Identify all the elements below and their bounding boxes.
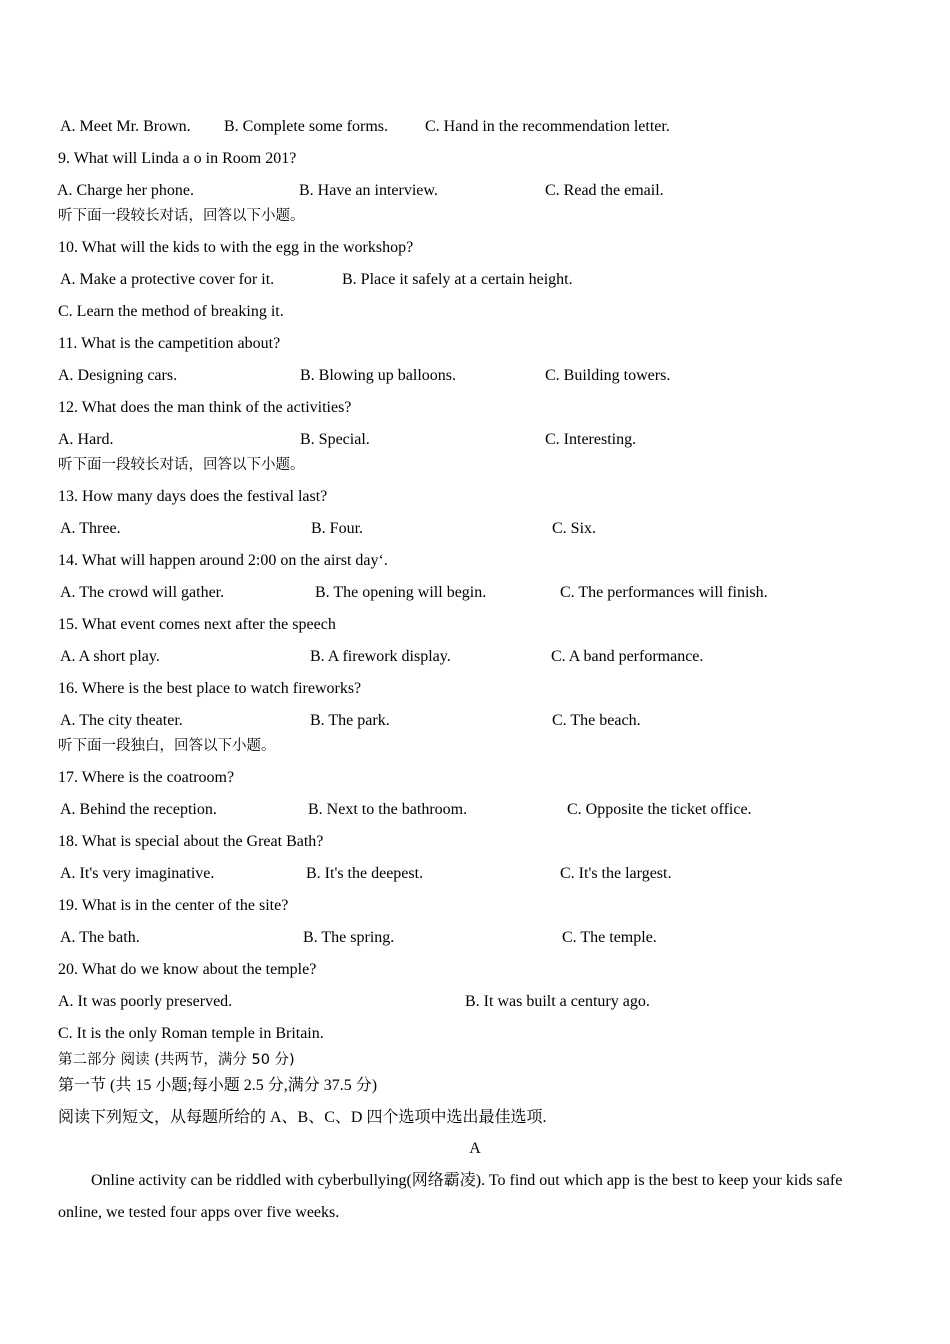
passage-line-2: online, we tested four apps over five weeks.: [58, 1204, 340, 1221]
instruction-monologue: 听下面一段独白，回答以下小题。: [58, 738, 276, 754]
q13-option-c: C. Six.: [552, 520, 597, 537]
q17-option-a: A. Behind the reception.: [60, 801, 217, 818]
q20-option-b: B. It was built a century ago.: [465, 993, 650, 1010]
q12-option-b: B. Special.: [300, 431, 370, 448]
q17-option-b: B. Next to the bathroom.: [308, 801, 468, 818]
instruction-long-dialogue-2: 听下面一段较长对话，回答以下小题。: [58, 457, 305, 473]
reading-instruction: 阅读下列短文，从每题所给的 A、B、C、D 四个选项中选出最佳选项.: [58, 1109, 547, 1126]
q9-option-a: A. Charge her phone.: [57, 182, 194, 199]
q18-question: 18. What is special about the Great Bath?: [58, 833, 324, 850]
q14-question: 14. What will happen around 2:00 on the airst day‘.: [58, 552, 388, 569]
section1-heading: 第一节 (共 15 小题;每小题 2.5 分,满分 37.5 分): [58, 1077, 378, 1094]
q20-question: 20. What do we know about the temple?: [58, 961, 317, 978]
q16-question: 16. Where is the best place to watch fireworks?: [58, 680, 362, 697]
q18-option-b: B. It's the deepest.: [306, 865, 424, 882]
q11-option-a: A. Designing cars.: [58, 367, 178, 384]
instruction-long-dialogue-1: 听下面一段较长对话，回答以下小题。: [58, 208, 305, 224]
q14-option-c: C. The performances will finish.: [560, 584, 768, 601]
q11-option-c: C. Building towers.: [545, 367, 671, 384]
q19-option-a: A. The bath.: [60, 929, 140, 946]
part2-heading: 第二部分 阅读 (共两节，满分 50 分): [58, 1052, 295, 1068]
q8-option-c: C. Hand in the recommendation letter.: [425, 118, 670, 135]
q11-question: 11. What is the campetition about?: [58, 335, 281, 352]
q16-option-b: B. The park.: [310, 712, 390, 729]
q12-option-c: C. Interesting.: [545, 431, 637, 448]
q11-option-b: B. Blowing up balloons.: [300, 367, 457, 384]
q10-option-b: B. Place it safely at a certain height.: [342, 271, 573, 288]
q18-option-a: A. It's very imaginative.: [60, 865, 215, 882]
q13-question: 13. How many days does the festival last?: [58, 488, 328, 505]
passage-label: A: [469, 1140, 481, 1157]
q10-question: 10. What will the kids to with the egg in the workshop?: [58, 239, 414, 256]
q10-option-a: A. Make a protective cover for it.: [60, 271, 275, 288]
q8-option-b: B. Complete some forms.: [224, 118, 388, 135]
q13-option-b: B. Four.: [311, 520, 364, 537]
q15-question: 15. What event comes next after the speech: [58, 616, 336, 633]
q8-option-a: A. Meet Mr. Brown.: [60, 118, 191, 135]
q16-option-c: C. The beach.: [552, 712, 641, 729]
q18-option-c: C. It's the largest.: [560, 865, 672, 882]
q15-option-b: B. A firework display.: [310, 648, 451, 665]
q9-option-c: C. Read the email.: [545, 182, 664, 199]
q17-option-c: C. Opposite the ticket office.: [567, 801, 752, 818]
q20-option-a: A. It was poorly preserved.: [58, 993, 233, 1010]
q9-option-b: B. Have an interview.: [299, 182, 438, 199]
q13-option-a: A. Three.: [60, 520, 121, 537]
q19-option-c: C. The temple.: [562, 929, 657, 946]
q20-option-c: C. It is the only Roman temple in Britain.: [58, 1025, 324, 1042]
q14-option-a: A. The crowd will gather.: [60, 584, 225, 601]
q15-option-c: C. A band performance.: [551, 648, 704, 665]
q14-option-b: B. The opening will begin.: [315, 584, 487, 601]
q12-question: 12. What does the man think of the activities?: [58, 399, 352, 416]
passage-line-1: Online activity can be riddled with cyberbullying(网络霸凌). To find out which app is the best to keep your kids safe: [91, 1172, 843, 1189]
q15-option-a: A. A short play.: [60, 648, 160, 665]
q19-option-b: B. The spring.: [303, 929, 395, 946]
q16-option-a: A. The city theater.: [60, 712, 183, 729]
q9-question: 9. What will Linda a o in Room 201?: [58, 150, 297, 167]
q19-question: 19. What is in the center of the site?: [58, 897, 289, 914]
q10-option-c: C. Learn the method of breaking it.: [58, 303, 284, 320]
q17-question: 17. Where is the coatroom?: [58, 769, 235, 786]
q12-option-a: A. Hard.: [58, 431, 114, 448]
